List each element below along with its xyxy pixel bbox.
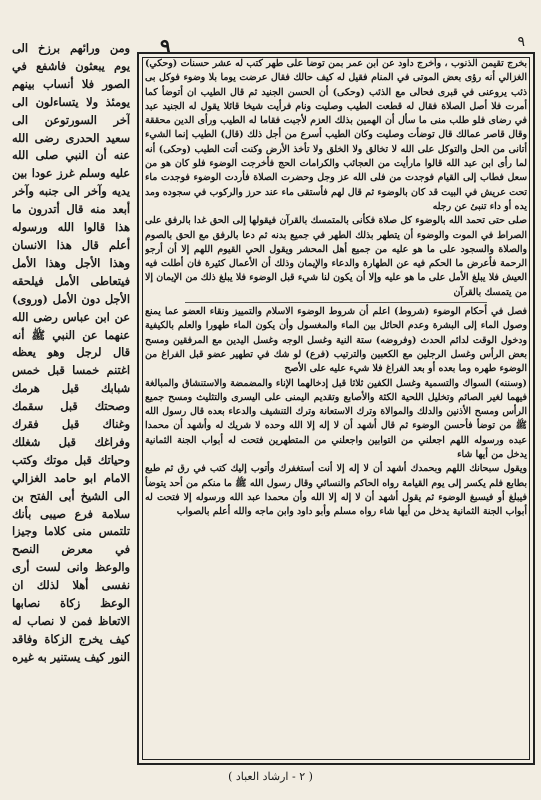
page-number: ٩	[160, 34, 171, 58]
margin-paragraph: ومن ورائهم برزخ الى يوم يبعثون فاشفع في الصور فلا أنساب بينهم يومئذ ولا يتساءلون الى آخر السورتوعن الى سعيد الحدرى رضى الله عنه أن النبي صلى الله عليه وسلم غرز عودا بين يديه وآخر الى جنبه وآخر أبعد منه قال أتدرون ما هذا قالوا الله ورسوله أعلم قال هذا الانسان وهذا الأجل وهذا الأمل فيتعاطى الأمل فيلحقه الأجل دون الأمل (وروى) عن ابن عباس رضى الله عنهما عن النبي ﷺ أنه قال لرجل وهو يعظه اغتنم خمسا قبل خمس شبابك قبل هرمك وصحتك قبل سقمك وغناك قبل فقرك وفراغك قبل شغلك وحياتك قبل موتك وكتب الامام ابو حامد الغزالي الى الشيخ أبى الفتح بن سلامة فرع صيبى بأنك تلتمس منى كلاما وجيزا في معرض النصح والوعظ وانى لست أرى نفسى أهلا لذلك ان الوعظ زكاة نصابها الاتعاظ فمن لا نصاب له كيف يخرج الزكاة وفاقد النور كيف يستنير به غيره	[12, 41, 130, 664]
margin-column	[12, 40, 130, 785]
main-paragraph: (وسننه) السواك والتسمية وغسل الكفين ثلاثا قبل إدخالهما الإناء والمضمضة والاستنشاق والمبالغة فيهما لغير الصائم وتخليل اللحية الكثة والأصابع وتقديم اليمنى على اليسرى والتثليث ومسح جميع الرأس ومسح الأذنين والدلك والموالاة وترك الاستعانة وترك التنشيف والدعاء بعده قال رسول الله ﷺ من توضأ فأحسن الوضوء ثم قال أشهد أن لا إله إلا الله وحده لا شريك له وأشهد أن محمدا عبده ورسوله اللهم اجعلني من التوابين واجعلني من المتطهرين فتحت له أبواب الجنة الثمانية يدخل من أيها شاء	[145, 377, 527, 461]
main-paragraph: صلى حتى تحمد الله بالوضوء كل صلاة فكأنى بالمتمسك بالقرآن فيقولها إلى الحق غدا بالرفق على الصراط في الموت والوضوء أن يتطهر بذلك الطهر في جميع بدنه ثم دعا بالرفق مع الحق بالصوم والصلاة والسجود على ما هو عليه من جميع أهل المحشر ويقول الحي القيوم اللهم إلا أن أرجو الرحمة فأعرض ما الحكم فيه عن الطهارة والدعاء والإيمان وذلك أن الأعمال كثيرة فان أطلت فيه العيش فلا يبلغ الأمل على ما هو عليه وإلا أن يكون لنا شيء قبل الوضوء فلا يبلغ ذلك من الإيمان إلا من يتمسك بالقرآن	[145, 215, 527, 298]
main-text-block	[145, 57, 527, 759]
main-paragraph: فصل في أحكام الوضوء (شروط) اعلم أن شروط الوضوء الاسلام والتمييز ونقاء العضو عما يمنع وصول الماء إلى البشرة وعدم الحائل بين الماء والمغسول وأن يكون الماء طهورا والعلم بالكيفية ودخول الوقت لدائم الحدث (وفروضه) ستة النية وغسل الوجه وغسل اليدين مع المرفقين ومسح بعض الرأس وغسل الرجلين مع الكعبين والترتيب (فرع) لو شك في تطهير عضو قبل الفراغ من الوضوء طهره وما بعده أو بعد الفراغ فلا شيء عليه على الأصح	[145, 306, 527, 375]
text-frame	[137, 52, 535, 765]
section-divider	[185, 302, 487, 303]
main-paragraph: بخرج تقيمن الذنوب ، وأخرج داود عن ابن عمر بمن توضأ على طهر كتب له عشر حسنات (وحكي) الغزالي أنه رؤى بعض الموتى في المنام فقيل له كيف حالك فقال عرضت يوما بلا وضوء فوكل بى ذئب يروعنى في قبرى فحالى مع الذئب (وحكى) أن الحسن الجنيد ثم قال الطيب ان أتوضأ كما أمرت فلا أصل الصلاة فقال له قطعت الطيب وصليت ونام فرأيت شيخا قائلا يقول له الجنيد عبد في رضاى فلو طلب منى ما سأل أن الهمين بذلك العزم لأجبت فقاما له الطيب ورأى الدين محققة وقال قاصر عمالك قال توضأت وصليت وكان الطيب أسرع من أجل ذلك (قال) الطيب إنما الشيء أتانى من الحل والتوكل على الله لا تخالق ولا الخلق ولا تأخذ الأرض وكنت أتت الطيب (وحكى) أنه لما رأى ابن عبد الله قالوا مارأيت من العجائب والكرامات الحج فأخرجت الوضوء فلو كان هو من سعل فطاب إلى القيام فوجدت من فلى الله عز وجل وحضرت الصلاة فأردت الوضوء فوجدت ماء تحت عريش في البيت قد كان بالوضوء ثم قال لهم فأستقى ماء عند حرز والركوب في سجوده ومد يده أو داء تنبئ عن رجله	[145, 58, 527, 212]
main-paragraph: ويقول سبحانك اللهم وبحمدك أشهد أن لا إله إلا أنت أستغفرك وأتوب إليك كتب في رق ثم طبع بطابع فلم يكسر إلى يوم القيامة رواه الحاكم والنسائي وقال رسول الله ﷺ ما منكم من أحد يتوضأ فيبلغ أو فيسبغ الوضوء ثم يقول أشهد أن لا إله إلا الله وأن محمدا عبد الله ورسوله إلا فتحت له أبواب الجنة الثمانية يدخل من أيها شاء رواه مسلم وأبو داود وابن ماجه والله أعلم بالصواب	[145, 463, 527, 518]
footer-signature-label: ( ٢ - ارشاد العباد )	[228, 770, 313, 783]
corner-mark: ٩	[517, 34, 525, 50]
